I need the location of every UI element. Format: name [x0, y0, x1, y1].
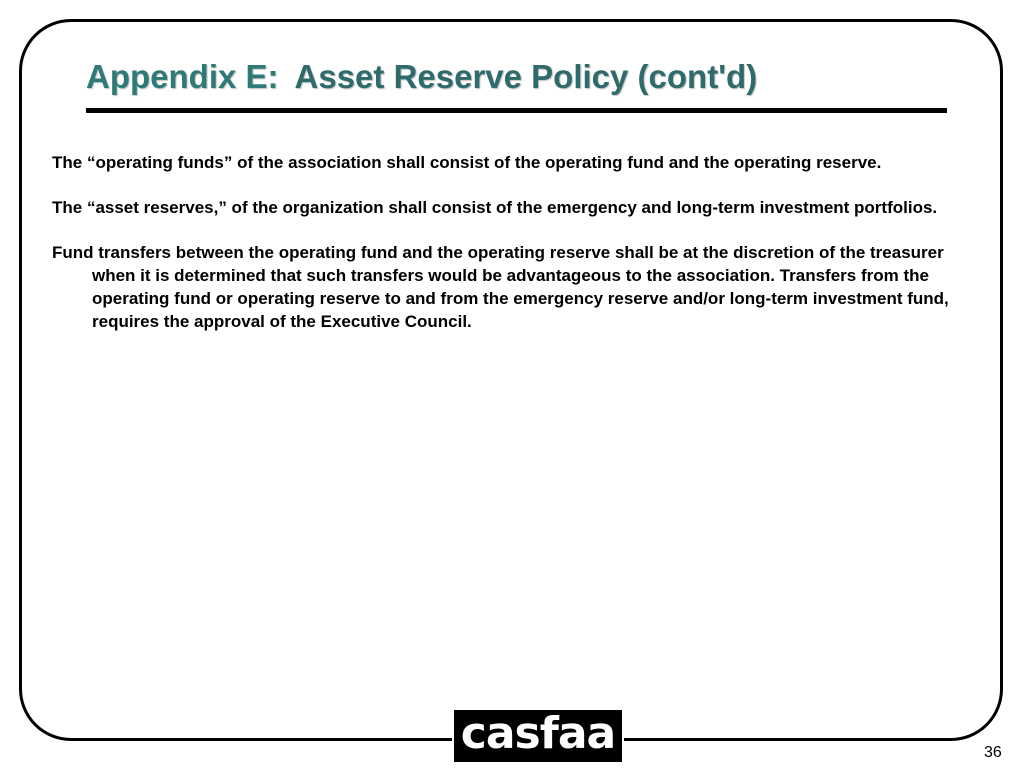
- page-number: 36: [984, 744, 1002, 761]
- slide-title: [86, 54, 757, 100]
- slide-frame: [19, 19, 1003, 741]
- paragraph-asset-reserves: The “asset reserves,” of the organization shall consist of the emergency and long-term investment portfolios.: [52, 198, 938, 217]
- slide-body: [52, 151, 972, 355]
- logo-wordmark: casfaa: [460, 708, 616, 759]
- paragraph-operating-funds: The “operating funds” of the association shall consist of the operating fund and the operating reserve.: [52, 153, 882, 172]
- title-underline: [86, 108, 947, 113]
- title-main: Asset Reserve Policy (cont'd): [294, 58, 758, 95]
- casfaa-logo: [452, 708, 624, 764]
- paragraph-fund-transfers: Fund transfers between the operating fund and the operating reserve shall be at the discretion of the treasurer when it is determined that such transfers would be advantageous to the association. Transfers from the operating fund or operating reserve to and from the emergency reserve and/or long-term investment fund, requires the approval of the Executive Council.: [52, 243, 949, 331]
- title-prefix: Appendix E:: [86, 58, 279, 95]
